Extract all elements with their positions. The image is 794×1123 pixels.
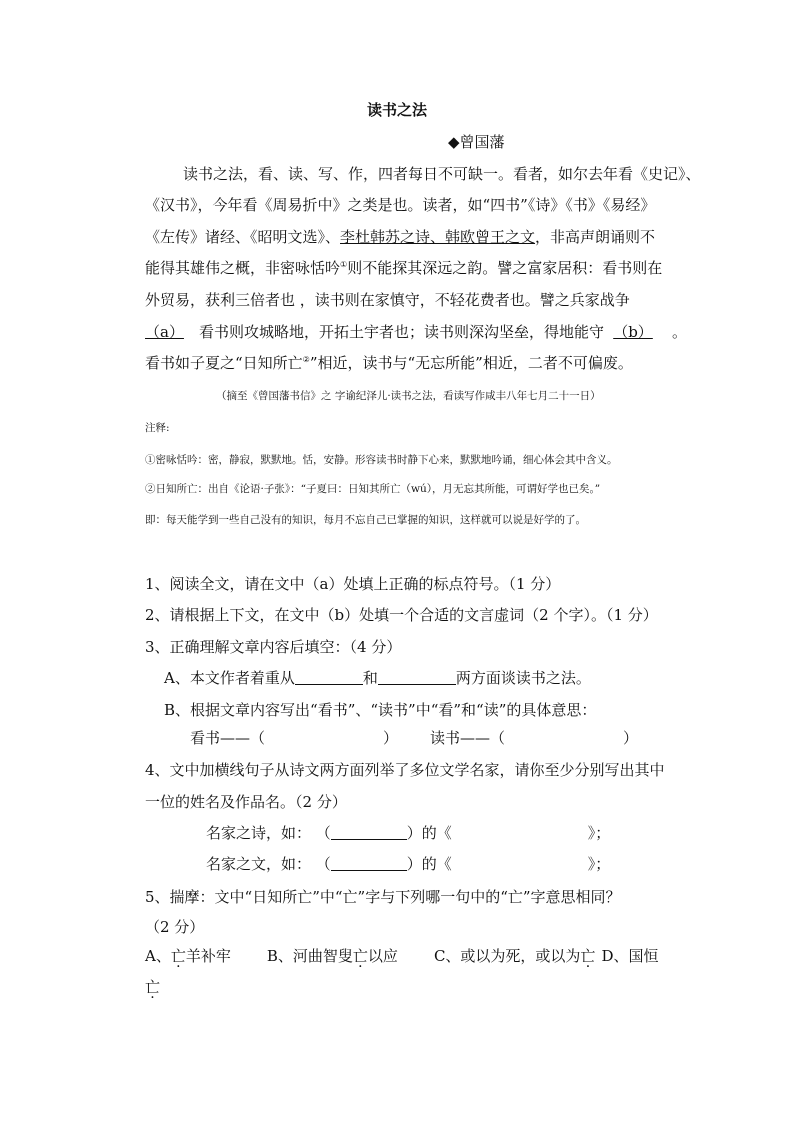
note-2-continued: 即：每天能学到一些自己没有的知识，每月不忘自己已掌握的知识，这样就可以说是好学的了。 — [145, 514, 586, 526]
option-b — [267, 947, 398, 965]
footnote-marker-1: ① — [340, 260, 348, 269]
answer-blank[interactable] — [331, 855, 407, 871]
question-text: 名家之文，如： （ — [206, 855, 331, 873]
question-text: ） — [383, 729, 399, 747]
option-a — [145, 947, 231, 965]
passage-text: 则不能探其深远之韵。譬之富家居积：看书则在 — [347, 259, 663, 277]
option-label: A、 — [145, 947, 171, 965]
note-2: ②日知所亡：出自《论语·子张》：“子夏曰：日知其所亡（wú），月无忘其所能，可谓好学也已矣。” — [145, 483, 601, 495]
passage-line-7 — [145, 352, 633, 373]
passage-text: 看书则攻城略地，开拓土宇者也；读书则深沟坚垒，得地能守 — [199, 323, 605, 341]
question-text: 和 — [362, 669, 378, 687]
author-line: ◆曾国藩 — [448, 133, 505, 151]
option-text: 羊补牢 — [185, 947, 231, 965]
passage-line-1: 读书之法，看、读、写、作，四者每日不可缺一。看者，如尔去年看《史记》、 — [183, 165, 701, 183]
passage-text: ”相近，读书与“无忘所能”相近，二者不可偏废。 — [309, 354, 633, 372]
answer-blank[interactable] — [378, 669, 456, 685]
passage-line-5: 外贸易，获利三倍者也 ，读书则在家慎守，不轻花费者也。譬之兵家战争 — [145, 291, 630, 309]
question-text: 》； — [587, 855, 611, 873]
passage-line-2: 《汉书》，今年看《周易折中》之类是也。读者，如“四书”《诗》《书》《易经》 — [145, 196, 656, 214]
question-3b-du — [430, 727, 638, 748]
question-text: 看书——（ — [190, 729, 266, 747]
note-1: ①密咏恬吟：密，静寂，默默地。恬，安静。形容读书时静下心来，默默地吟诵，细心体会其中含义。 — [145, 454, 618, 466]
blank-b: （b） — [613, 323, 653, 341]
passage-text: 能得其雄伟之概，非密咏恬吟 — [145, 259, 341, 277]
passage-text: ，非高声朗诵则不 — [535, 228, 656, 246]
dotted-character: 亡 — [145, 978, 161, 996]
question-text: 读书——（ — [430, 729, 506, 747]
passage-text: 《左传》诸经、《昭明文选》、 — [145, 228, 341, 246]
option-text: D、国恒 — [601, 947, 659, 965]
document-title: 读书之法 — [366, 101, 427, 119]
option-text: B、河曲智叟 — [266, 947, 353, 965]
passage-line-6 — [145, 321, 687, 342]
question-5-points: （2 分） — [145, 918, 205, 936]
question-text: 》； — [587, 824, 611, 842]
question-1: 1、阅读全文，请在文中（a）处填上正确的标点符号。（1 分） — [145, 575, 561, 593]
question-text: ）的《 — [406, 855, 452, 873]
source-citation: （摘至《曾国藩书信》之 字谕纪泽儿·读书之法，看读写作咸丰八年七月二十一日） — [216, 390, 601, 402]
passage-text: 。 — [672, 323, 688, 341]
question-5-options — [145, 945, 658, 966]
answer-blank[interactable] — [331, 824, 407, 840]
notes-heading: 注释: — [145, 422, 170, 434]
passage-line-3 — [145, 226, 655, 247]
footnote-marker-2: ② — [302, 355, 310, 364]
option-text: 以应 — [367, 947, 398, 965]
question-text: 两方面谈读书之法。 — [455, 669, 591, 687]
option-text: C、或以为死，或以为 — [433, 947, 581, 965]
question-text: A、本文作者着重从 — [164, 669, 295, 687]
option-d — [601, 947, 658, 965]
passage-text: 看书如子夏之“日知所亡 — [145, 354, 303, 372]
underlined-sentence: 李杜韩苏之诗、韩欧曾王之文 — [340, 228, 536, 246]
question-4-prose — [206, 853, 610, 874]
option-c — [434, 947, 596, 965]
question-4-continued: 一位的姓名及作品名。（2 分） — [145, 793, 347, 811]
question-3b: B、根据文章内容写出“看书”、“读书”中“看”和“读”的具体意思： — [164, 701, 597, 719]
question-5: 5、揣摩：文中“日知所亡”中“亡”字与下列哪一句中的“亡”字意思相同？ — [145, 888, 621, 906]
blank-a: （a） — [145, 323, 184, 341]
question-text: ）的《 — [406, 824, 452, 842]
question-3b-kan — [190, 727, 398, 748]
question-5-option-d-continued — [145, 976, 160, 997]
question-3: 3、正确理解文章内容后填空：（4 分） — [145, 638, 402, 656]
question-4: 4、文中加横线句子从诗文两方面列举了多位文学名家，请你至少分别写出其中 — [145, 761, 665, 779]
dotted-character: 亡 — [170, 947, 186, 965]
question-text: ） — [623, 729, 639, 747]
question-text: 名家之诗，如： （ — [206, 824, 331, 842]
dotted-character: 亡 — [352, 947, 368, 965]
passage-line-4 — [145, 257, 662, 278]
question-3a — [164, 667, 591, 688]
answer-blank[interactable] — [295, 669, 363, 685]
question-4-poem — [206, 822, 610, 843]
dotted-character: 亡 — [580, 947, 596, 965]
question-2: 2、请根据上下文，在文中（b）处填一个合适的文言虚词（2 个字）。（1 分） — [145, 606, 658, 624]
